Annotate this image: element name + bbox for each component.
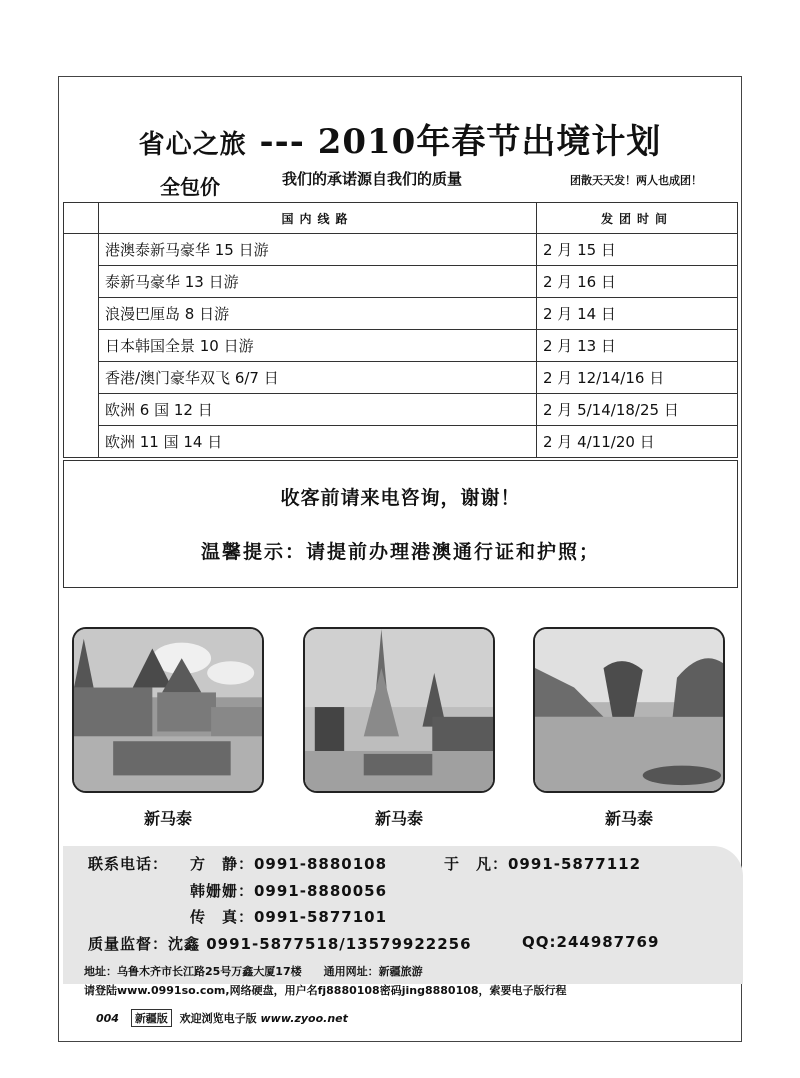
route-cell: 浪漫巴厘岛 8 日游	[99, 298, 537, 330]
date-cell: 2 月 14 日	[537, 298, 738, 330]
route-cell: 港澳泰新马豪华 15 日游	[99, 234, 537, 266]
date-cell: 2 月 12/14/16 日	[537, 362, 738, 394]
title-text: 2010年春节出境计划	[317, 122, 662, 162]
table-row	[64, 266, 738, 298]
table-side-cell	[64, 234, 99, 458]
photo-caption: 新马泰	[374, 809, 423, 828]
table-header-row	[64, 203, 738, 234]
header-date: 发团时间	[537, 203, 738, 234]
routes-table	[63, 202, 738, 458]
phone-label: 联系电话：	[88, 855, 169, 873]
route-cell: 日本韩国全景 10 日游	[99, 330, 537, 362]
route-cell: 香港/澳门豪华双飞 6/7 日	[99, 362, 537, 394]
date-cell: 2 月 13 日	[537, 330, 738, 362]
photo-islands	[533, 627, 725, 793]
brand-name: 省心之旅	[138, 130, 247, 160]
header-route: 国内线路	[99, 203, 537, 234]
contact-fax: 传 真：0991-5877101	[190, 908, 388, 926]
contact-yu: 于 凡：0991-5877112	[444, 855, 642, 873]
photo-caption: 新马泰	[143, 809, 192, 828]
login-info: 请登陆www.0991so.com,网络硬盘，用户名fj8880108密码jing8880108，索要电子版行程	[84, 984, 567, 997]
title-dashes: ---	[259, 122, 305, 162]
address: 地址：乌鲁木齐市长江路25号万鑫大厦17楼 通用网址：新疆旅游	[84, 965, 423, 978]
page-number: 004	[96, 1012, 119, 1025]
tagline: 团散天天发！两人也成团！	[570, 174, 702, 187]
page-footer	[96, 1009, 348, 1027]
table-row	[64, 234, 738, 266]
route-cell: 欧洲 11 国 14 日	[99, 426, 537, 458]
table-row	[64, 330, 738, 362]
photo-temple	[303, 627, 495, 793]
table-row	[64, 394, 738, 426]
slogan: 我们的承诺源自我们的质量	[282, 170, 463, 188]
inquiry-note: 收客前请来电咨询，谢谢！	[280, 487, 521, 509]
table-row	[64, 426, 738, 458]
footer-text: 欢迎浏览电子版	[179, 1012, 257, 1025]
route-cell: 泰新马豪华 13 日游	[99, 266, 537, 298]
date-cell: 2 月 15 日	[537, 234, 738, 266]
page-title	[0, 114, 800, 163]
photo-caption: 新马泰	[604, 809, 653, 828]
contact-fang: 方 静：0991-8880108	[190, 855, 388, 873]
route-cell: 欧洲 6 国 12 日	[99, 394, 537, 426]
photo-palace	[72, 627, 264, 793]
edition-badge: 新疆版	[131, 1009, 172, 1027]
quality-supervision: 质量监督：沈鑫 0991-5877518/13579922256	[88, 935, 472, 953]
date-cell: 2 月 4/11/20 日	[537, 426, 738, 458]
table-row	[64, 362, 738, 394]
qq-number: QQ:244987769	[522, 933, 660, 951]
price-label: 全包价	[160, 175, 220, 199]
table-row	[64, 298, 738, 330]
notes-box	[63, 460, 738, 588]
footer-url[interactable]: www.zyoo.net	[260, 1012, 348, 1025]
date-cell: 2 月 16 日	[537, 266, 738, 298]
table-header-blank	[64, 203, 99, 234]
contact-han: 韩姗姗：0991-8880056	[190, 882, 388, 900]
passport-tip: 温馨提示：请提前办理港澳通行证和护照；	[200, 541, 600, 563]
date-cell: 2 月 5/14/18/25 日	[537, 394, 738, 426]
